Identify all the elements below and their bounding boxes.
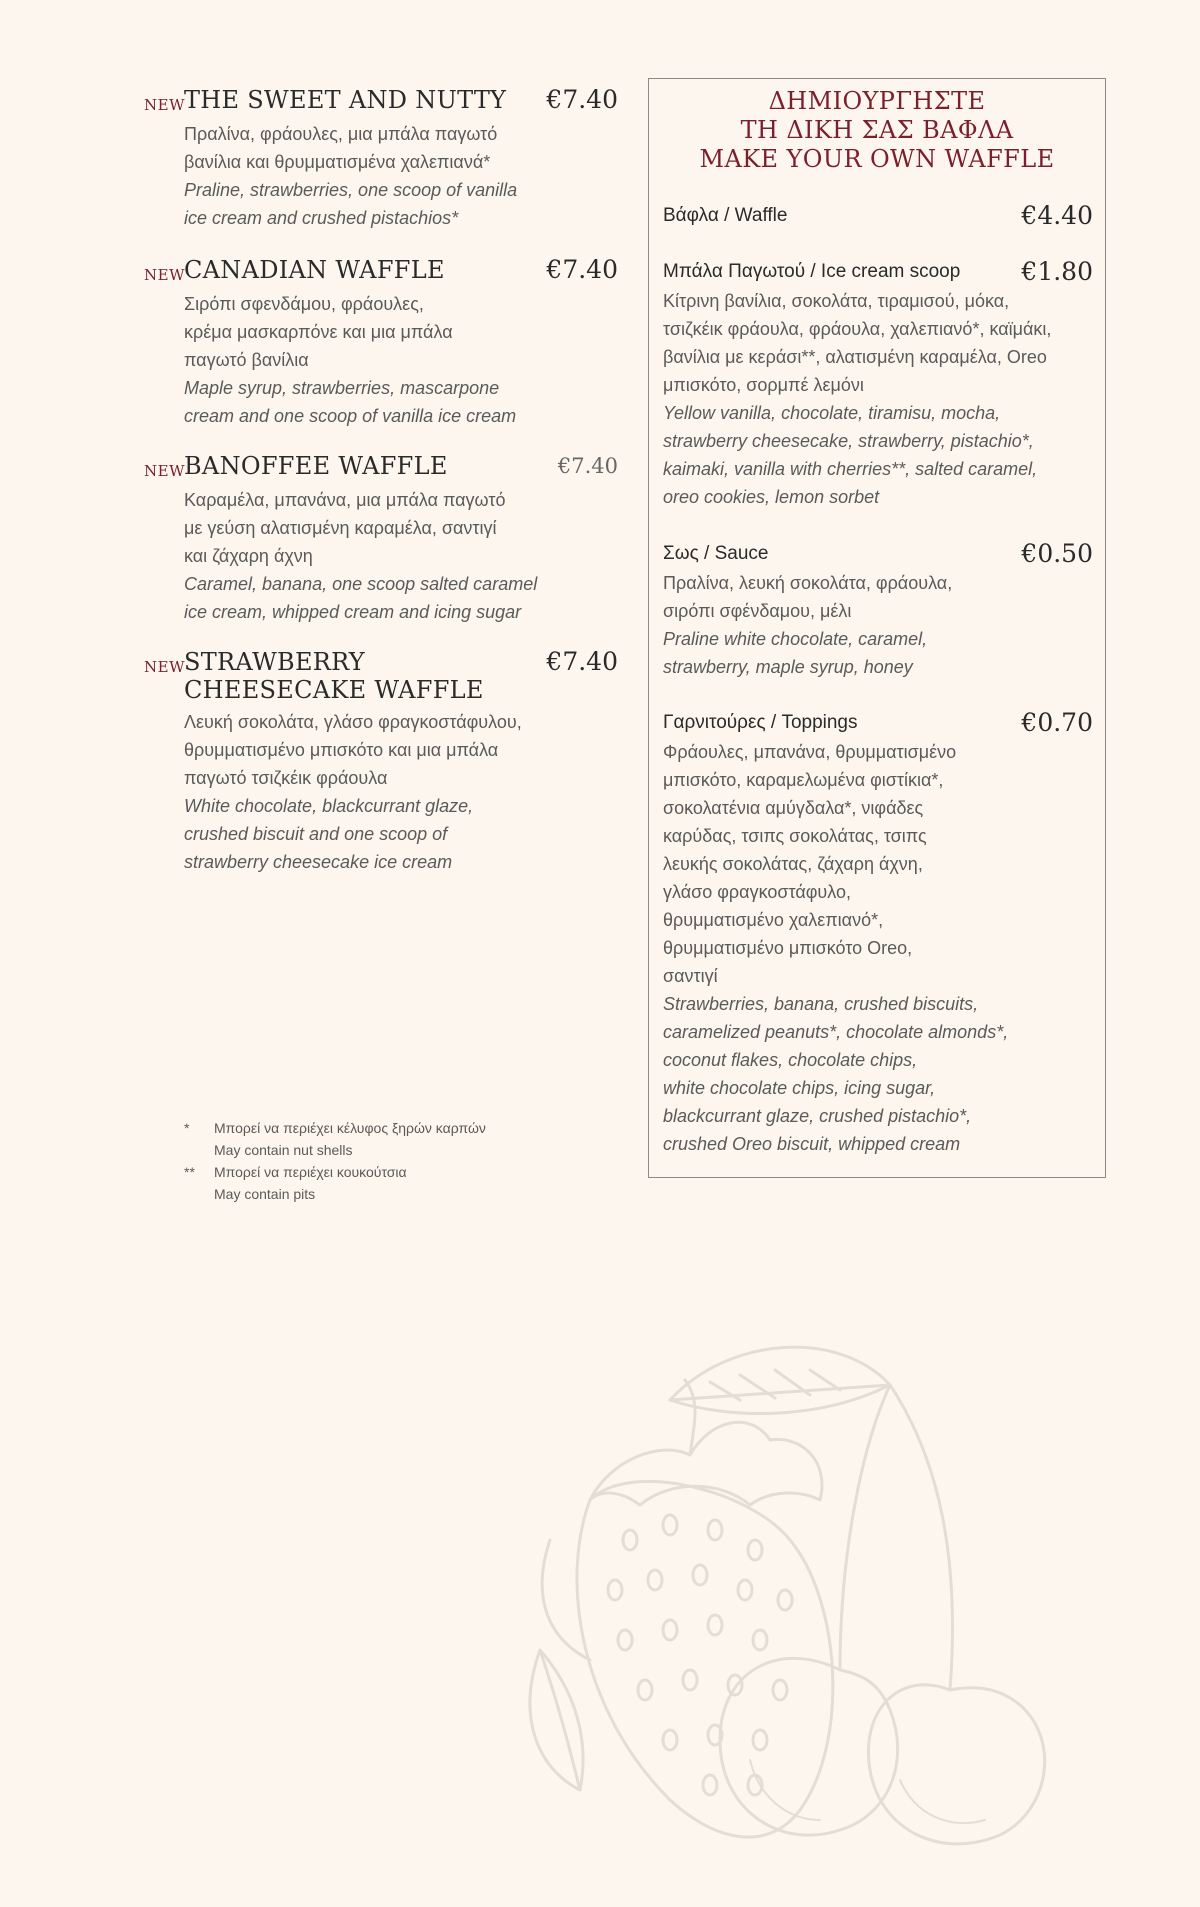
cherry-leaf-icon xyxy=(670,1347,890,1413)
item-description: Πραλίνα, φράουλες, μια μπάλα παγωτό βανίλια και θρυμματισμένα χαλεπιανά* Praline, strawberries, one scoop of vanilla ice cream and crushed pistachios* xyxy=(184,124,518,228)
item-title: THE SWEET AND NUTTY xyxy=(184,86,507,114)
row-label: Βάφλα / Waffle xyxy=(663,205,788,226)
cherry-icon xyxy=(720,1658,898,1835)
row-description: Φράουλες, μπανάνα, θρυμματισμένο μπισκότο, καραμελωμένα φιστίκια*, σοκολατένια αμύγδαλα*, νιφάδες καρύδας, τσιπς σοκολάτας, τσιπς λευκής σοκολάτας, ζάχαρη άχνη, γλάσο φραγκοστάφυλο, θρυμματισμένο χαλεπιανό*, θρυμματισμένο μπισκότο Oreo, σαντιγί Strawberries, banana, crushed biscuits, caramelized peanuts*, chocolate almonds*, coconut flakes, chocolate chips, white chocolate chips, icing sugar, blackcurrant glaze, crushed pistachio*, crushed Oreo biscuit, whipped cream xyxy=(663,742,1009,1154)
row-toppings xyxy=(663,708,1093,1158)
box-title: ΔΗΜΙΟΥΡΓΗΣΤΕ ΤΗ ΔΙΚΗ ΣΑΣ ΒΑΦΛΑ MAKE YOUR OWN WAFFLE xyxy=(699,87,1055,173)
item-description: Σιρόπι σφενδάμου, φράουλες, κρέμα μασκαρπόνε και μια μπάλα παγωτό βανίλια Maple syrup, strawberries, mascarpone cream and one scoop of vanilla ice cream xyxy=(184,294,517,426)
strawberry-seeds-icon xyxy=(608,1515,792,1795)
footnote-nut-shells: * Μπορεί να περιέχει κέλυφος ξηρών καρπών May contain nut shells xyxy=(184,1120,486,1158)
item-title: STRAWBERRY CHEESECAKE WAFFLE xyxy=(184,648,484,704)
row-label: Γαρνιτούρες / Toppings xyxy=(663,712,858,733)
footnotes xyxy=(184,1117,486,1205)
footnote-pits: ** Μπορεί να περιέχει κουκούτσια May contain pits xyxy=(184,1164,407,1202)
row-price: €0.70 xyxy=(1021,708,1093,737)
item-price: €7.40 xyxy=(546,85,618,114)
item-title: BANOFFEE WAFFLE xyxy=(184,452,448,480)
cherry-icon xyxy=(868,1685,1044,1844)
row-label: Σως / Sauce xyxy=(663,543,769,564)
menu-item-sweet-nutty xyxy=(144,86,618,256)
strawberry-cherry-illustration xyxy=(520,1340,1170,1880)
item-title: CANADIAN WAFFLE xyxy=(184,256,445,284)
row-price: €0.50 xyxy=(1021,539,1093,568)
cherry-stem-icon xyxy=(840,1385,890,1670)
row-price: €1.80 xyxy=(1021,257,1093,286)
new-badge: NEW xyxy=(144,462,185,480)
row-label: Μπάλα Παγωτού / Ice cream scoop xyxy=(663,261,961,282)
new-badge: NEW xyxy=(144,658,185,676)
row-price: €4.40 xyxy=(1021,201,1093,230)
menu-item-banoffee xyxy=(144,452,618,648)
menu-item-canadian xyxy=(144,256,618,452)
row-ice-cream-scoop xyxy=(663,257,1093,511)
row-waffle xyxy=(663,201,1093,231)
waffle-list xyxy=(144,86,618,878)
item-price: €7.40 xyxy=(546,647,618,676)
item-description: Λευκή σοκολάτα, γλάσο φραγκοστάφυλου, θρυμματισμένο μπισκότο και μια μπάλα παγωτό τσιζκέικ φράουλα White chocolate, blackcurrant glaze, crushed biscuit and one scoop of strawberry cheesecake ice cream xyxy=(184,712,522,872)
new-badge: NEW xyxy=(144,266,185,284)
row-description: Πραλίνα, λευκή σοκολάτα, φράουλα, σιρόπι σφένδαμου, μέλι Praline white chocolate, caramel, strawberry, maple syrup, honey xyxy=(663,573,953,677)
strawberry-leaf-icon xyxy=(590,1422,822,1505)
new-badge: NEW xyxy=(144,96,185,114)
item-description: Καραμέλα, μπανάνα, μια μπάλα παγωτό με γεύση αλατισμένη καραμέλα, σαντιγί και ζάχαρη άχνη Caramel, banana, one scoop salted caramel ice cream, whipped cream and icing sugar xyxy=(184,490,538,622)
item-price: €7.40 xyxy=(546,255,618,284)
item-price: €7.40 xyxy=(557,454,618,478)
make-your-own-box xyxy=(648,78,1106,1178)
menu-item-strawberry-cheesecake xyxy=(144,648,618,878)
row-description: Κίτρινη βανίλια, σοκολάτα, τιραμισού, μόκα, τσιζκέικ φράουλα, φράουλα, χαλεπιανό*, καϊμάκι, βανίλια με κεράσι**, αλατισμένη καραμέλα, Oreo μπισκότο, σορμπέ λεμόνι Yellow vanilla, chocolate, tiramisu, mocha, strawberry cheesecake, strawberry, pistachio*, kaimaki, vanilla with cherries**, salted caramel, oreo cookies, lemon sorbet xyxy=(663,291,1052,507)
row-sauce xyxy=(663,539,1093,681)
